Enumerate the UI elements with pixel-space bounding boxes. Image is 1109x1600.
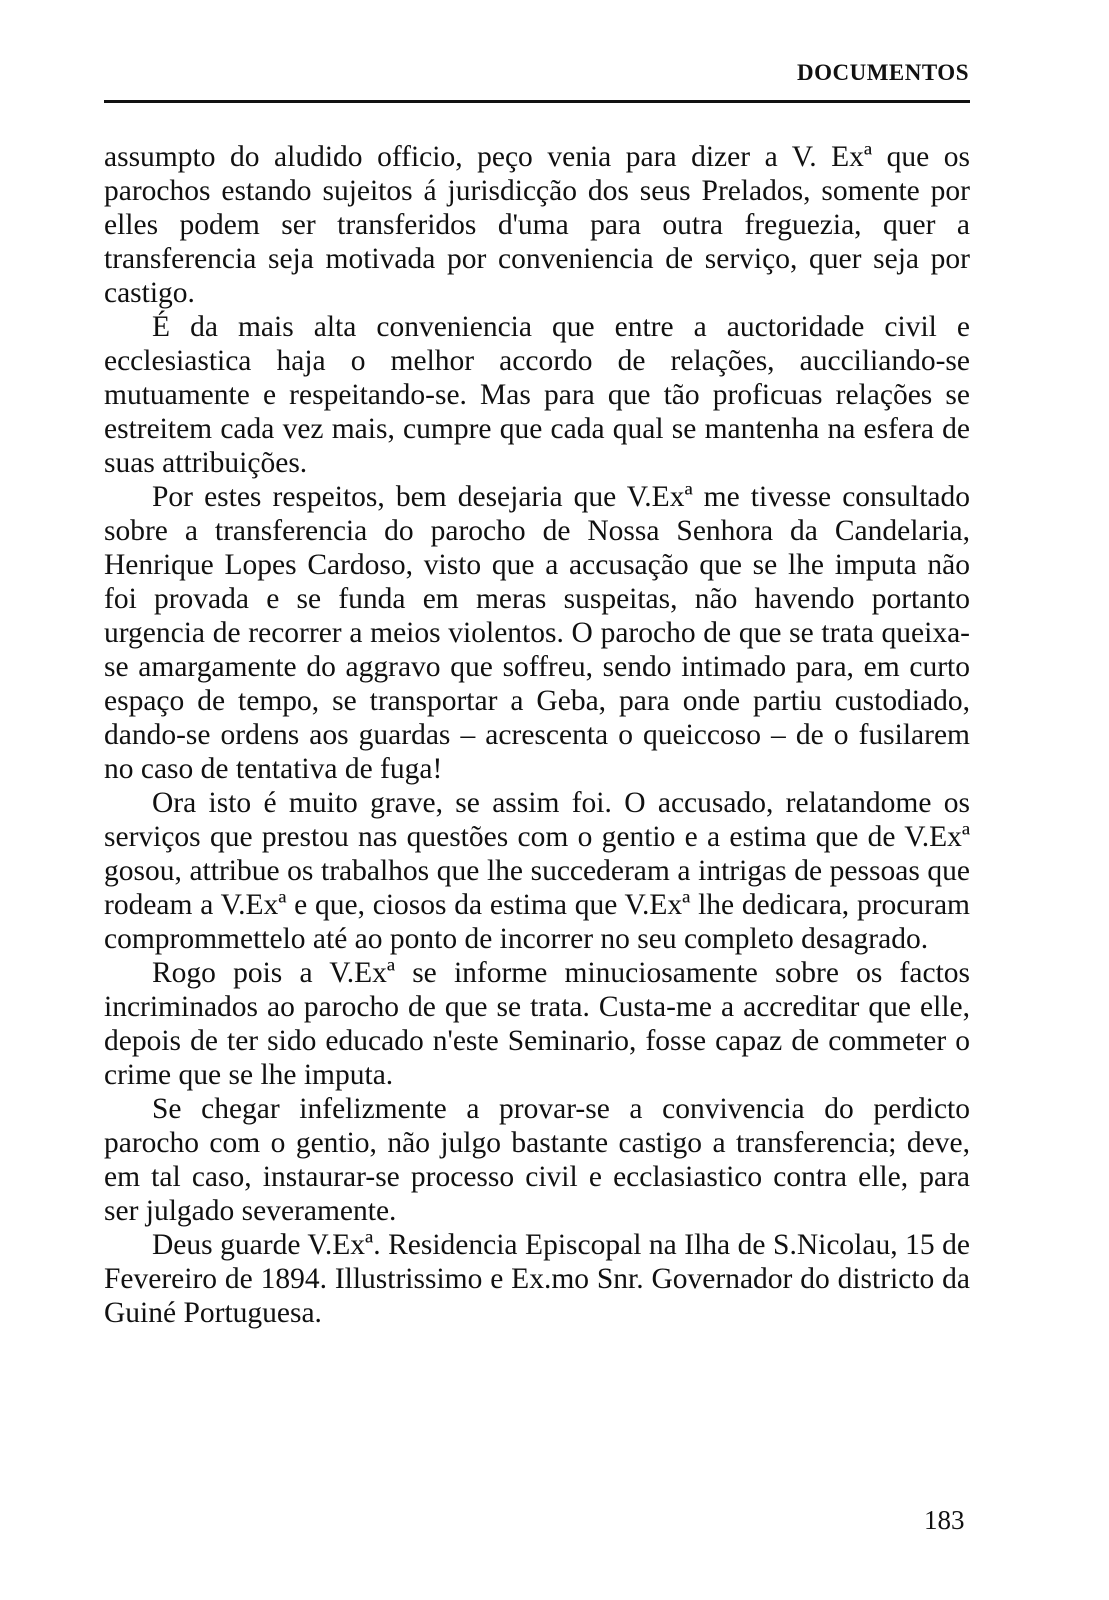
header-rule — [104, 100, 970, 103]
paragraph-7: Deus guarde V.Exª. Residencia Episcopal na Ilha de S.Nicolau, 15 de Fevereiro de 1894. Illustrissimo e Ex.mo Snr. Governador do districto da Guiné Portuguesa. — [104, 1229, 970, 1329]
paragraph-5: Rogo pois a V.Exª se informe minuciosamente sobre os factos incriminados ao parocho de que se trata. Custa-me a accreditar que elle, depois de ter sido educado n'este Seminario, fosse capaz de commeter o crime que se lhe imputa. — [104, 957, 970, 1091]
paragraph-4: Ora isto é muito grave, se assim foi. O accusado, relatandome os serviços que prestou nas questões com o gentio e a estima que de V.Exª gosou, attribue os trabalhos que lhe succederam a intrigas de pessoas que rodeam a V.Exª e que, ciosos da estima que V.Exª lhe dedicara, procuram comprommettelo até ao ponto de incorrer no seu completo desagrado. — [104, 787, 970, 955]
paragraph-1: assumpto do aludido officio, peço venia para dizer a V. Exª que os parochos estando sujeitos á jurisdicção dos seus Prelados, somente por elles podem ser transferidos d'uma para outra freguezia, quer a transferencia seja motivada por conveniencia de serviço, quer seja por castigo. — [104, 141, 970, 309]
paragraph-3: Por estes respeitos, bem desejaria que V.Exª me tivesse consultado sobre a transferencia do parocho de Nossa Senhora da Candelaria, Henrique Lopes Cardoso, visto que a accusação que se lhe imputa não foi provada e se funda em meras suspeitas, não havendo portanto urgencia de recorrer a meios violentos. O parocho de que se trata queixa-se amargamente do aggravo que soffreu, sendo intimado para, em curto espaço de tempo, se transportar a Geba, para onde partiu custodiado, dando-se ordens aos guardas – acrescenta o queiccoso – de o fusilarem no caso de tentativa de fuga! — [104, 481, 970, 785]
paragraph-6: Se chegar infelizmente a provar-se a convivencia do perdicto parocho com o gentio, não julgo bastante castigo a transferencia; deve, em tal caso, instaurar-se processo civil e ecclasiastico contra elle, para ser julgado severamente. — [104, 1093, 970, 1227]
paragraph-2: É da mais alta conveniencia que entre a auctoridade civil e ecclesiastica haja o melhor accordo de relações, aucciliando-se mutuamente e respeitando-se. Mas para que tão proficuas relações se estreitem cada vez mais, cumpre que cada qual se mantenha na esfera de suas attribuições. — [104, 311, 970, 479]
running-header-title: DOCUMENTOS — [797, 60, 969, 85]
document-body — [104, 140, 970, 1330]
page-number: 183 — [924, 1505, 965, 1535]
